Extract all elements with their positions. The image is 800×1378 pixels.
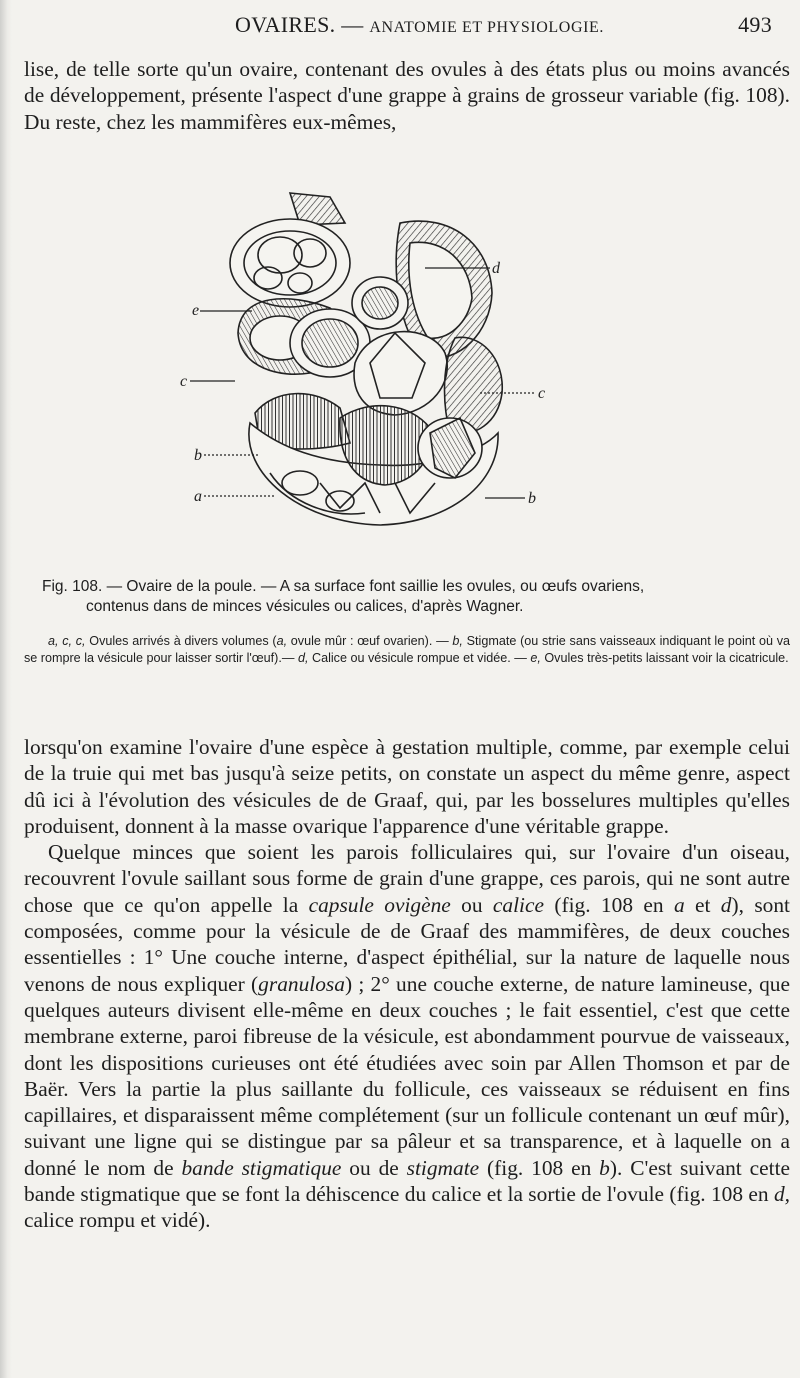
text-run: (fig. 108 en [543,892,674,917]
text-run: Quelque minces que soient les parois folliculaires qui, sur l'ovaire d'un oiseau, recouvrent l'ovule saillant sous forme de grain d'une grappe, ces parois, qui ne sont autre chose que ce qu'on appelle la [24,840,790,917]
caption-text-line2: contenus dans de minces vésicules ou calices, d'après Wagner. [86,598,524,615]
legend-key-a: a, c, c, [48,634,86,648]
figure-legend [24,633,790,667]
text-run: calice rompu et vidé). [24,1208,211,1233]
ref-d2: d, [773,1182,790,1207]
ref-d: d [720,892,732,917]
figure-label-c-left: c [180,373,188,390]
legend-text-a2: ovule mûr : œuf ovarien). — [287,634,453,648]
legend-text-e: Ovules très-petits laissant voir la cicatricule. [540,651,789,665]
legend-text-a: Ovules arrivés à divers volumes ( [85,634,277,648]
legend-key-e: e, [530,651,541,665]
legend-text-d: Calice ou vésicule rompue et vidée. — [308,651,531,665]
ovary-illustration [180,183,600,555]
text-run: (fig. 108 en [479,1155,600,1180]
header-title [235,12,604,38]
page-number: 493 [738,12,772,37]
legend-inline-a: a, [276,634,288,648]
header-title-main: OVAIRES. [235,12,336,37]
paragraph-intro: lise, de telle sorte qu'un ovaire, contenant des ovules à des états plus ou moins avancés de développement, présente l'aspect d'une grappe à grains de grosseur variable (fig. 108). Du reste, chez les mammifères eux-mêmes, [24,57,790,134]
term-stigmate: stigmate [406,1155,480,1180]
figure-label-d: d [492,260,500,277]
term-calice: calice [492,892,544,917]
legend-text-b: Stigmate (ou strie sans vaisseaux indiquant le point où va se rompre la vésicule pour laisser sortir l'œuf).— [24,634,790,665]
term-granulosa: granulosa [258,971,345,996]
text-run: ), sont composées, comme pour la vésicule de de Graaf des mammifères, de deux couches essentielles : 1° Une couche interne, d'aspect épithélial, sur la nature de laquelle nous venons de nous expliquer ( [24,892,790,996]
page-edge-shadow [0,0,12,1378]
legend-key-b: b, [452,634,463,648]
caption-lead: Fig. 108. [42,578,103,595]
figure-label-b-left: b [194,447,202,464]
text-run: ). C'est suivant cette bande stigmatique que se font la déhiscence du calice et la sortie de l'ovule (fig. 108 en [24,1155,790,1207]
ovary-drawing [190,193,535,525]
caption-main [42,577,788,617]
figure-label-e: e [192,302,200,319]
legend-key-d: d, [297,651,309,665]
figure-caption [42,577,788,617]
ref-b: b [599,1155,610,1180]
figure-label-a: a [194,488,202,505]
running-header [40,12,790,42]
header-title-rest: ANATOMIE ET PHYSIOLOGIE. [369,19,605,36]
text-run: ou de [341,1155,407,1180]
caption-text: — Ovaire de la poule. — A sa surface font saillie les ovules, ou œufs ovariens, [102,578,645,595]
figure-label-c-right: c [538,385,546,402]
text-run: ) ; 2° une couche externe, de nature lamineuse, que quelques auteurs divisent elle-même en deux couches ; le fait essentiel, c'est que cette membrane externe, paroi fibreuse de la vésicule, est abondamment pourvue de vaisseaux, dont les dispositions curieuses ont été étudiées avec soin par Allen Thomson et par de Baër. Vers la partie la plus saillante du follicule, ces vaisseaux se réduisent en fins capillaires, et disparaissent même complétement (sur un follicule contenant un œuf mûr), suivant une ligne qui se distingue par sa pâleur et sa transparence, et à laquelle on a donné le nom de [24,971,790,1180]
paragraph-main [24,734,790,1234]
header-title-dash: — [335,12,370,37]
term-capsule-ovigene: capsule ovigène [308,892,451,917]
text-run: et [684,892,721,917]
text-run: ou [450,892,493,917]
ref-a: a [673,892,685,917]
term-bande-stigmatique: bande stigmatique [181,1155,342,1180]
paragraph-main-s1: lorsqu'on examine l'ovaire d'une espèce à gestation multiple, comme, par exemple celui de la truie qui met bas jusqu'à seize petits, on constate un aspect du même genre, aspect dû ici à l'évolution des vésicules de de Graaf, qui, par les bosselures multiples qu'elles produisent, donnent à la masse ovarique l'apparence d'une véritable grappe. [24,735,790,838]
figure-label-b-right: b [528,490,536,507]
